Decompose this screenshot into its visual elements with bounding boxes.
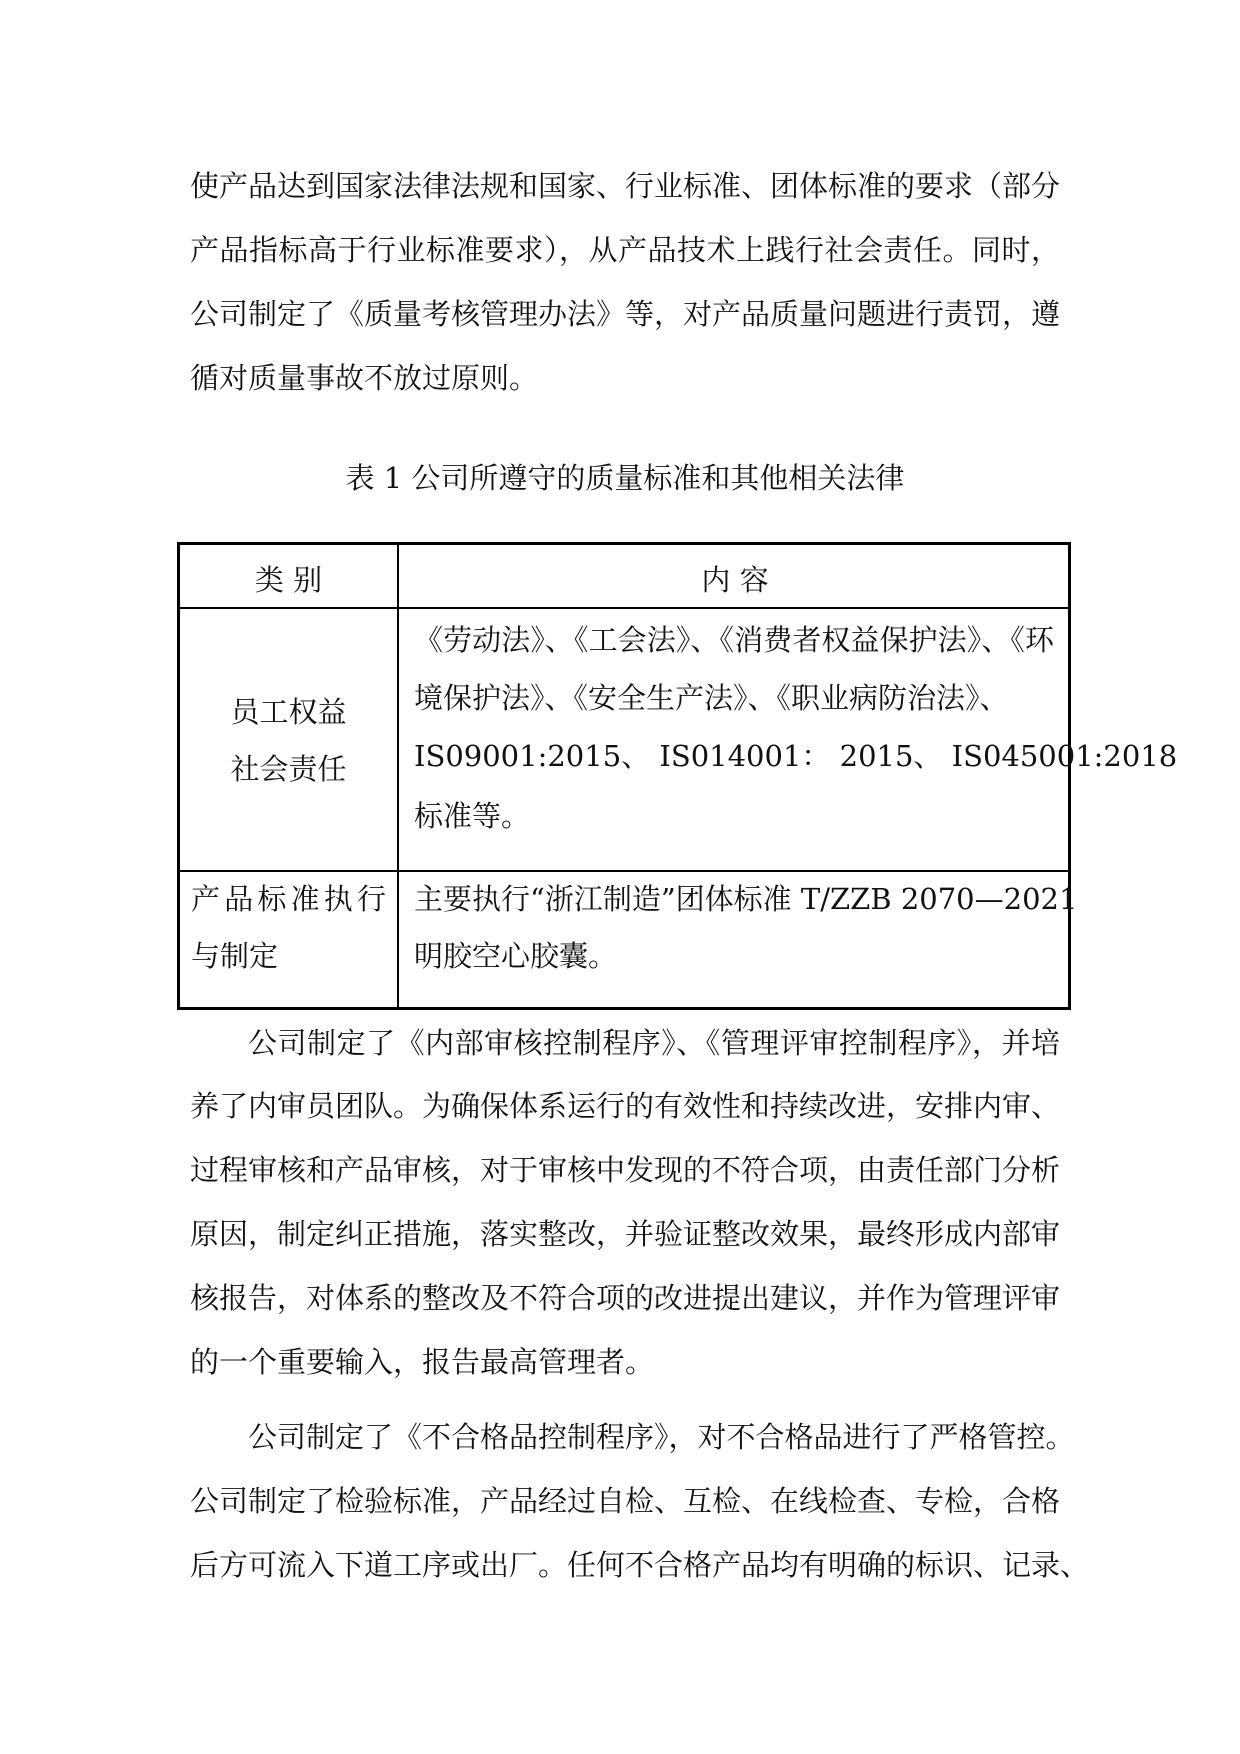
table-column-divider bbox=[397, 545, 399, 1007]
paragraph-2-line: 养了内审员团队。为确保体系运行的有效性和持续改进，安排内审、 bbox=[190, 1089, 1061, 1123]
table-row-1-content-line: 标准等。 bbox=[414, 799, 531, 833]
table-row-2-category-line: 与制定 bbox=[191, 939, 279, 973]
table-row-2-content-line: 明胶空心胶囊。 bbox=[414, 939, 618, 973]
standards-table bbox=[177, 542, 1178, 1010]
paragraph-2-line: 公司制定了《内部审核控制程序》、《管理评审控制程序》，并培 bbox=[248, 1026, 1060, 1060]
table-row-divider bbox=[180, 870, 1068, 872]
paragraph-2-line: 的一个重要输入，报告最高管理者。 bbox=[190, 1345, 655, 1379]
table-caption: 表 1 公司所遵守的质量标准和其他相关法律 bbox=[345, 461, 905, 495]
table-row-1-content-line: 《劳动法》、《工会法》、《消费者权益保护法》、《环 bbox=[414, 623, 1054, 657]
paragraph-1-line: 循对质量事故不放过原则。 bbox=[190, 361, 539, 395]
paragraph-3-line: 公司制定了《不合格品控制程序》，对不合格品进行了严格管控。 bbox=[248, 1420, 1075, 1454]
table-row-2-content-line: 主要执行“浙江制造”团体标准 T/ZZB 2070—2021 bbox=[414, 882, 1078, 916]
paragraph-3-line: 公司制定了检验标准，产品经过自检、互检、在线检查、专检，合格 bbox=[190, 1484, 1061, 1518]
table-row-divider bbox=[180, 607, 1068, 609]
paragraph-2-line: 过程审核和产品审核，对于审核中发现的不符合项，由责任部门分析 bbox=[190, 1153, 1061, 1187]
paragraph-1-line: 产品指标高于行业标准要求），从产品技术上践行社会责任。同时， bbox=[190, 233, 1060, 267]
table-header-content: 内 容 bbox=[701, 563, 769, 597]
table-row-1-content-line: 境保护法》、《安全生产法》、《职业病防治法》、 bbox=[414, 681, 1009, 715]
table-header-category: 类 别 bbox=[254, 563, 323, 597]
paragraph-1-line: 使产品达到国家法律法规和国家、行业标准、团体标准的要求（部分 bbox=[190, 169, 1061, 203]
table-row-1-category-line: 社会责任 bbox=[230, 752, 347, 786]
table-row-1-content-line: IS09001:2015、 IS014001： 2015、 IS045001:2018 bbox=[414, 739, 1178, 773]
paragraph-2-line: 核报告，对体系的整改及不符合项的改进提出建议，并作为管理评审 bbox=[190, 1281, 1061, 1315]
paragraph-1-line: 公司制定了《质量考核管理办法》等，对产品质量问题进行责罚，遵 bbox=[190, 297, 1061, 331]
table-row-2-category-line: 产品标准执行 bbox=[191, 882, 386, 916]
paragraph-3-line: 后方可流入下道工序或出厂。任何不合格产品均有明确的标识、记录、 bbox=[190, 1548, 1090, 1582]
paragraph-2-line: 原因，制定纠正措施，落实整改，并验证整改效果，最终形成内部审 bbox=[190, 1217, 1061, 1251]
table-row-1-category-line: 员工权益 bbox=[230, 695, 347, 729]
